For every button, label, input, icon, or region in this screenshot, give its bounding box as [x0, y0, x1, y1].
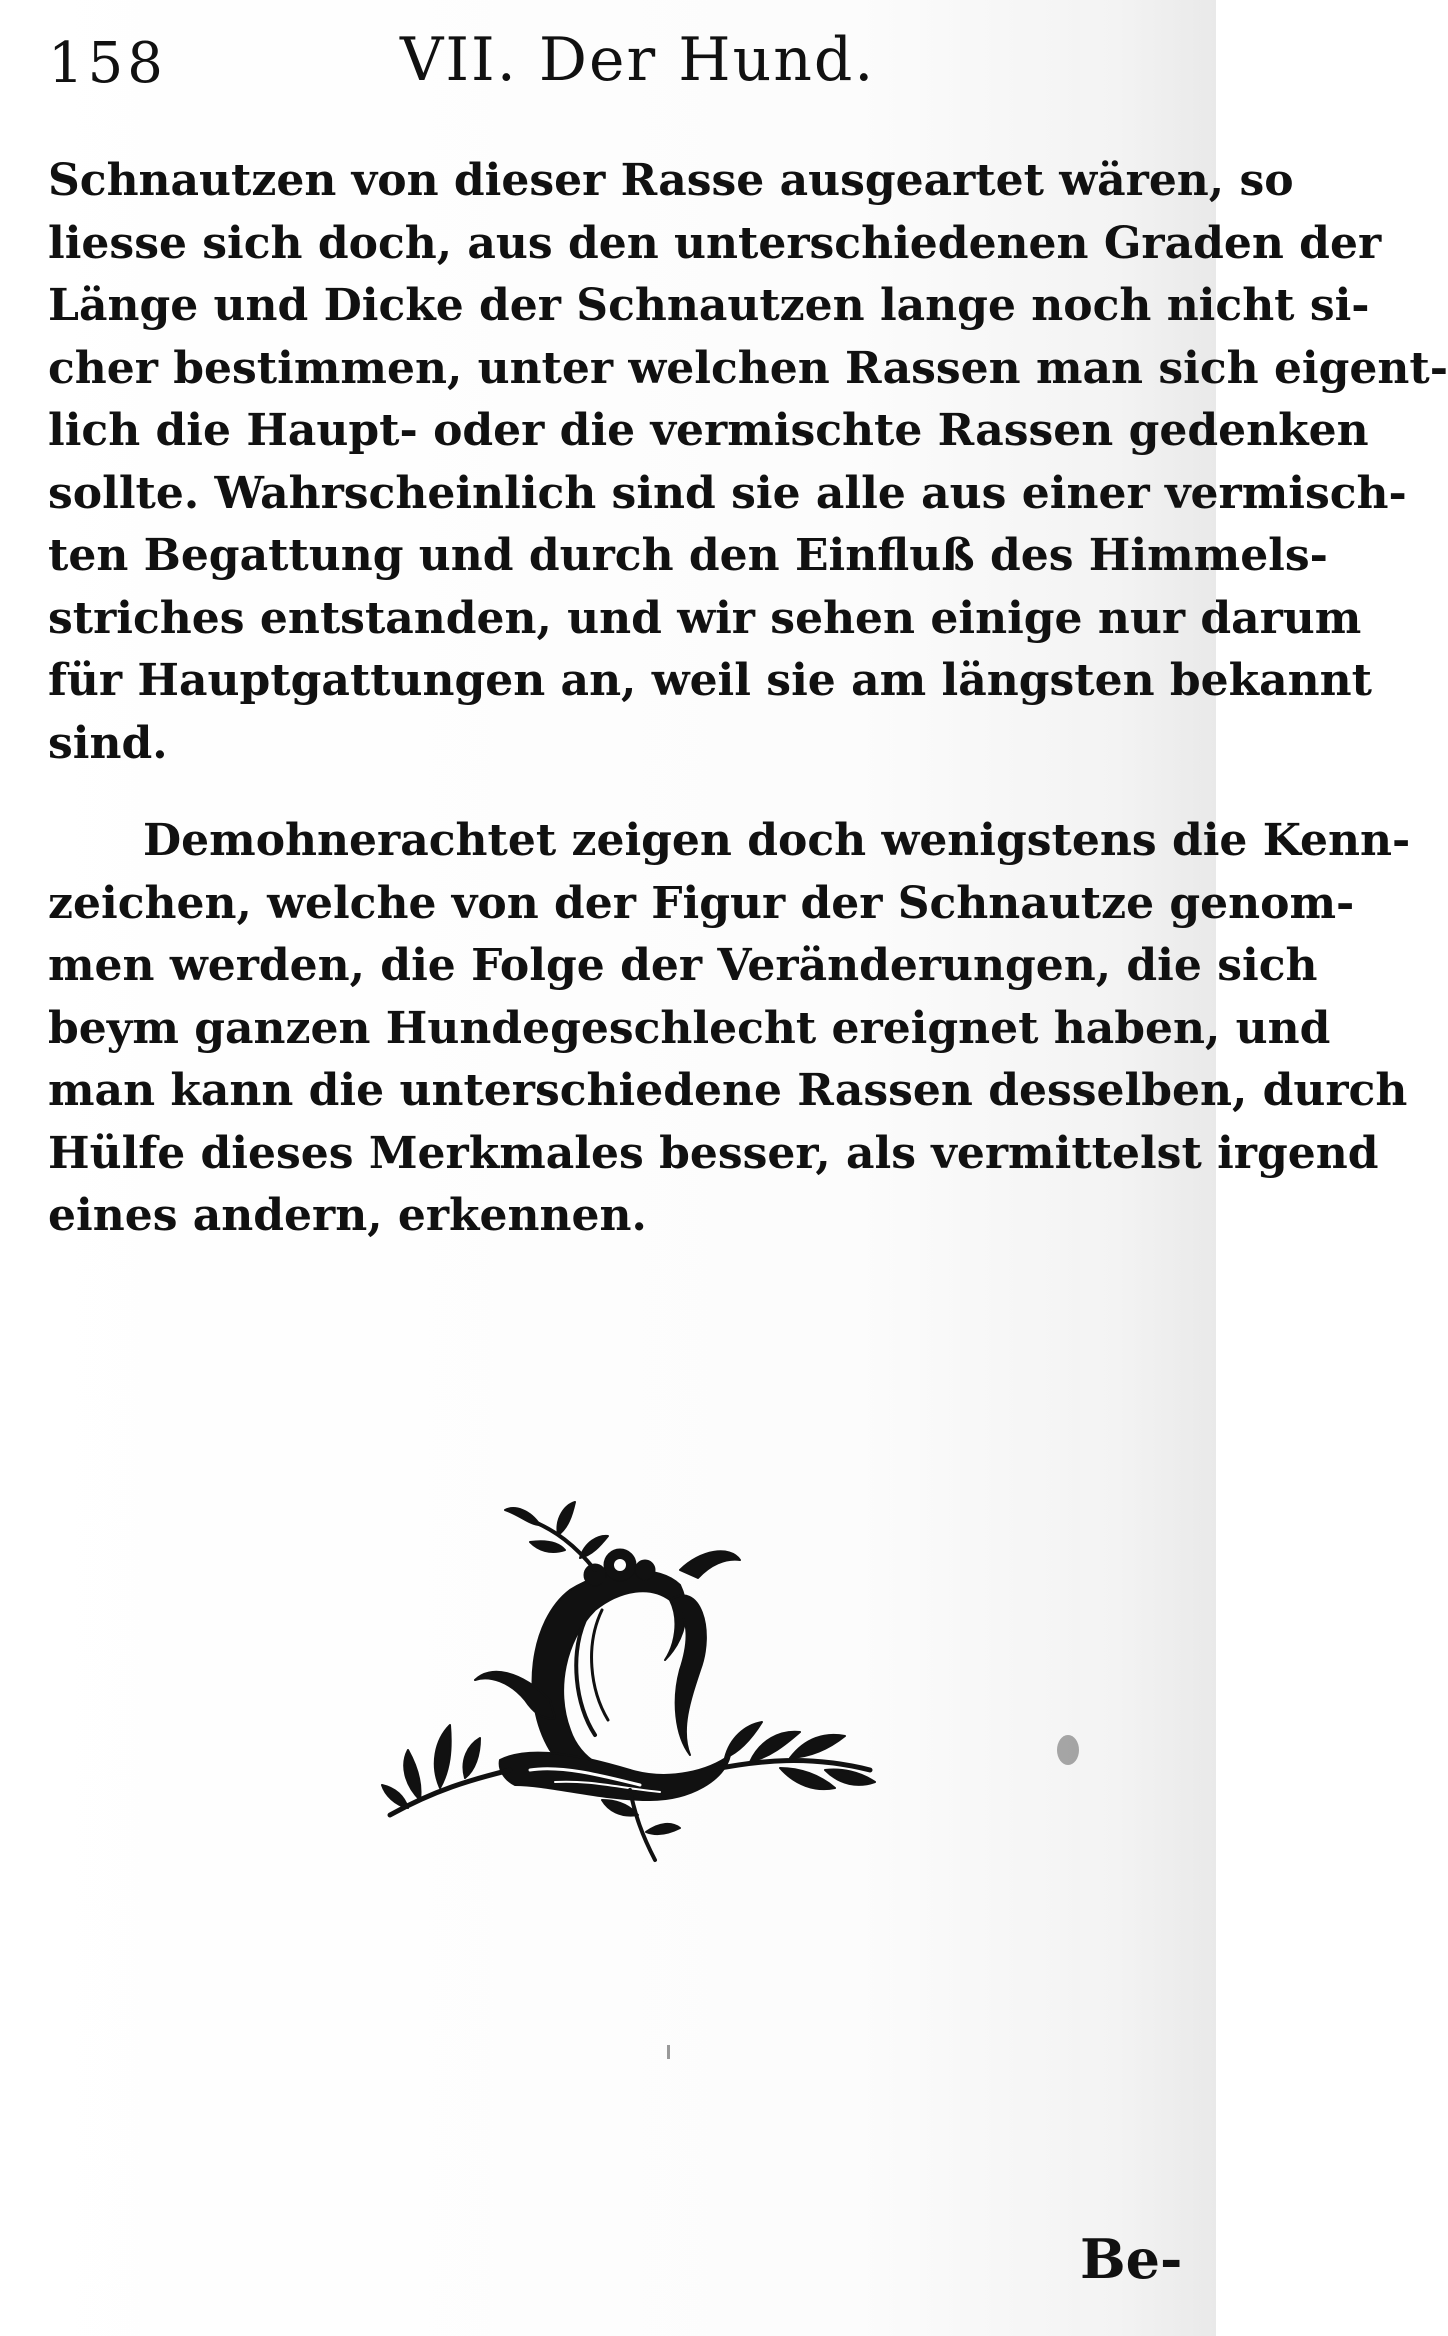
paragraph-1	[48, 150, 1448, 775]
text-line: liesse sich doch, aus den unterschiedenen Graden der	[48, 217, 1382, 269]
text-line: zeichen, welche von der Figur der Schnautze genom-	[48, 877, 1355, 929]
text-line: sind.	[48, 717, 168, 769]
text-line: für Hauptgattungen an, weil sie am längsten bekannt	[48, 655, 1372, 706]
text-line: Länge und Dicke der Schnautzen lange noch nicht si-	[48, 280, 1370, 331]
text-line: sollte. Wahrscheinlich sind sie alle aus einer vermisch-	[48, 467, 1407, 519]
text-line: Hülfe dieses Merkmales besser, als vermittelst irgend	[48, 1127, 1379, 1179]
page-number: 158	[48, 31, 167, 96]
text-line: striches entstanden, und wir sehen einige nur darum	[48, 592, 1362, 644]
text-line: man kann die unterschiedene Rassen desselben, durch	[48, 1065, 1408, 1116]
text-line: Schnautzen von dieser Rasse ausgeartet wären, so	[48, 155, 1294, 206]
ink-speck	[1057, 1735, 1079, 1765]
text-line: ten Begattung und durch den Einfluß des Himmels-	[48, 530, 1328, 581]
text-line: Demohnerachtet zeigen doch wenigstens die Kenn-	[143, 815, 1411, 866]
ink-mark	[667, 2045, 670, 2059]
text-line: cher bestimmen, unter welchen Rassen man sich eigent-	[48, 342, 1448, 394]
text-line: men werden, die Folge der Veränderungen, die sich	[48, 940, 1318, 991]
floral-rocaille-vignette-icon	[380, 1470, 880, 1870]
text-line: eines andern, erkennen.	[48, 1190, 647, 1241]
running-head: VII. Der Hund.	[400, 25, 876, 95]
text-line: beym ganzen Hundegeschlecht ereignet haben, und	[48, 1002, 1331, 1054]
text-line: lich die Haupt- oder die vermischte Rassen gedenken	[48, 405, 1369, 456]
catchword: Be-	[1080, 2227, 1183, 2291]
paragraph-2	[48, 810, 1411, 1248]
